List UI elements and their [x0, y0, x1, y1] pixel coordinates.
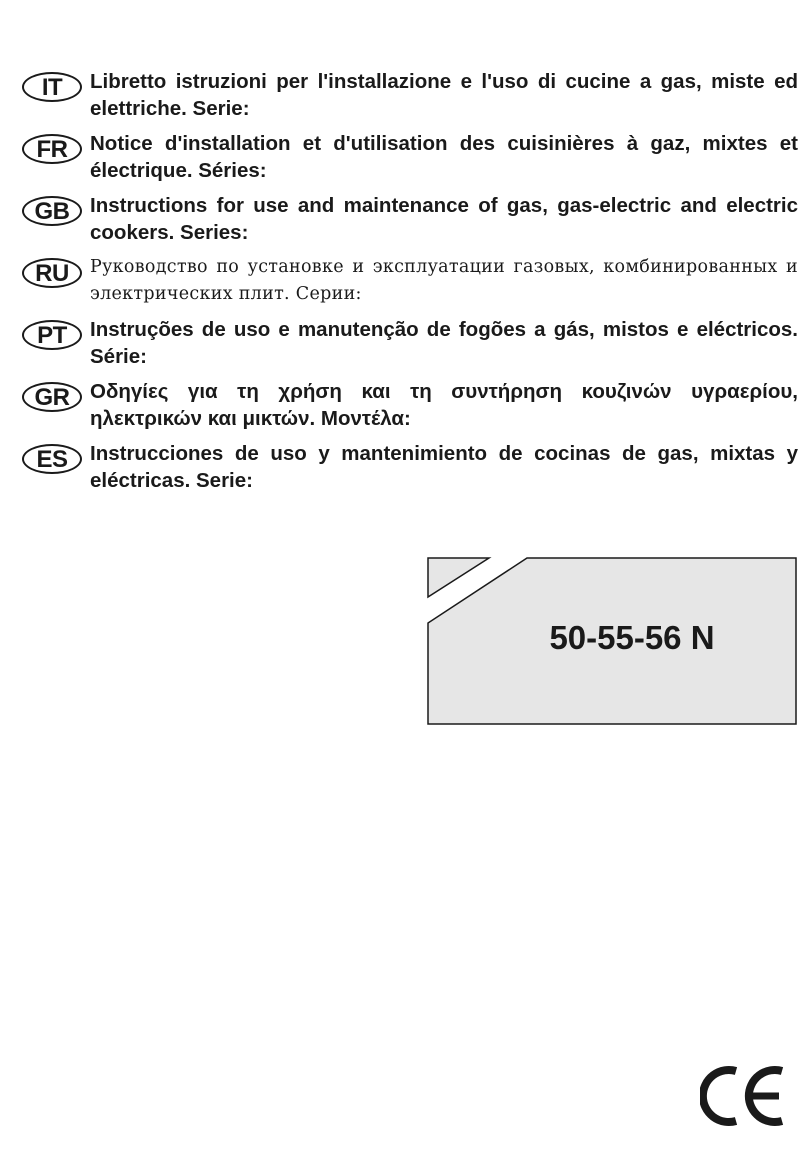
language-title-gb: Instructions for use and maintenance of gas, gas-electric and electric cookers. Series:: [90, 194, 798, 244]
language-badge-es: ES: [22, 444, 82, 474]
language-entry-it: [22, 68, 798, 122]
language-badge-gr: GR: [22, 382, 82, 412]
language-title-es: Instrucciones de uso y mantenimiento de cocinas de gas, mixtas y eléctricas. Serie:: [90, 442, 798, 492]
language-entry-gb: [22, 192, 798, 246]
language-badge-fr: FR: [22, 134, 82, 164]
language-title-gr: Οδηγίες για τη χρήση και τη συντήρηση κουζινών υγραερίου, ηλεκτρικών και μικτών. Μοντέλα:: [90, 380, 798, 430]
language-title-pt: Instruções de uso e manutenção de fogões a gás, mistos e eléctricos. Série:: [90, 318, 798, 368]
model-series-number: 50-55-56 N: [549, 619, 715, 656]
language-title-fr: Notice d'installation et d'utilisation des cuisinières à gaz, mixtes et électrique. Séries:: [90, 132, 798, 182]
model-label-box: [427, 557, 797, 725]
language-entry-pt: [22, 316, 798, 370]
language-title-it: Libretto istruzioni per l'installazione e l'uso di cucine a gas, miste ed elettriche. Serie:: [90, 70, 798, 120]
language-entry-ru: [22, 254, 798, 308]
language-title-ru: Руководство по установке и эксплуатации газовых, комбинированных и электрических плит. Серии:: [90, 257, 798, 304]
language-entry-es: [22, 440, 798, 494]
language-list: [22, 68, 798, 502]
language-badge-pt: PT: [22, 320, 82, 350]
language-badge-it: IT: [22, 72, 82, 102]
language-badge-ru: RU: [22, 258, 82, 288]
language-entry-fr: [22, 130, 798, 184]
language-entry-gr: [22, 378, 798, 432]
ce-mark-icon: [700, 1063, 790, 1129]
language-badge-gb: GB: [22, 196, 82, 226]
